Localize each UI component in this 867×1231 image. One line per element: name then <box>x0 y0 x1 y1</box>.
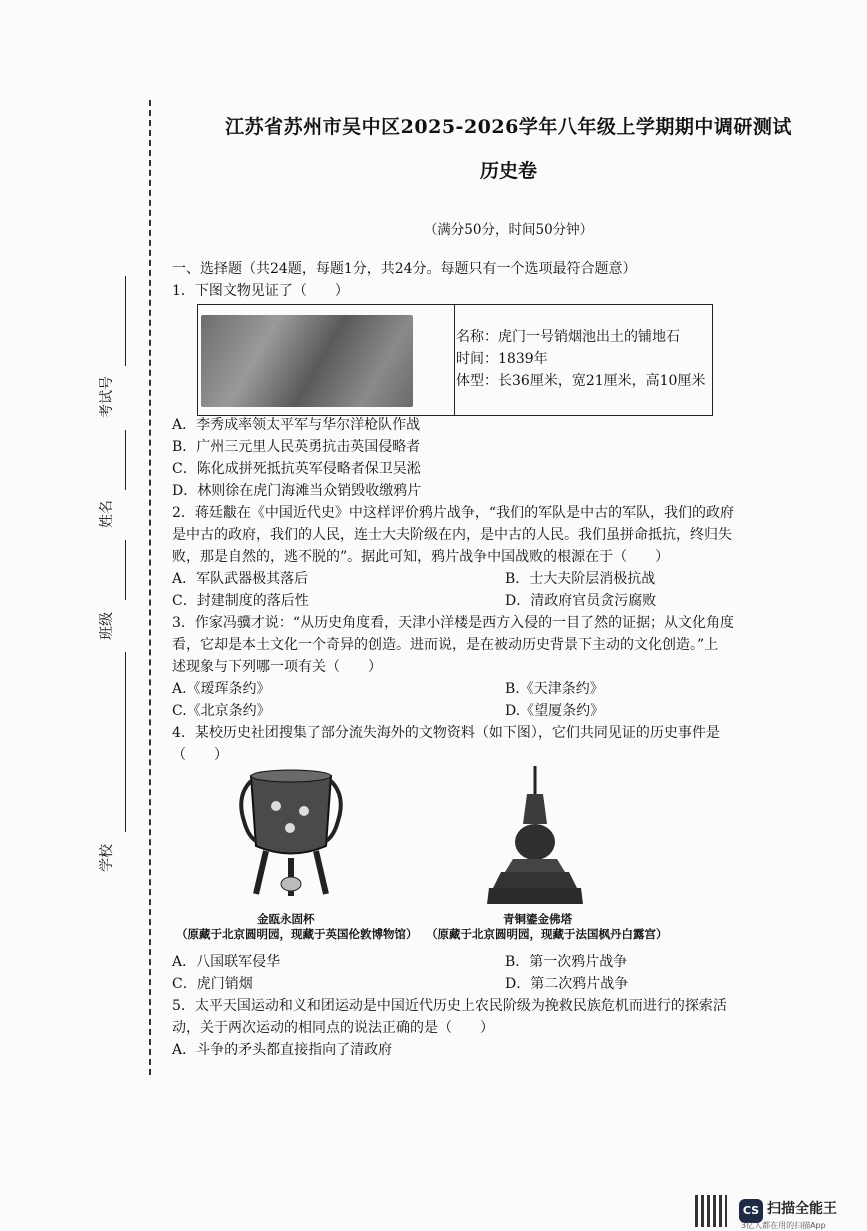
q1-option-a[interactable]: A．李秀成率领太平军与华尔洋枪队作战 <box>172 417 421 433</box>
artifact-size: 体型：长36厘米，宽21厘米，高10厘米 <box>456 373 706 389</box>
q1-stem: 1．下图文物见证了（ ） <box>172 283 349 299</box>
q2-option-a[interactable]: A．军队武器极其落后 <box>172 571 309 587</box>
q4-option-c[interactable]: C．虎门销烟 <box>172 976 253 992</box>
artifact-time: 时间：1839年 <box>456 351 548 367</box>
q1-option-b[interactable]: B．广州三元里人民英勇抗击英国侵略者 <box>172 439 421 455</box>
class-line <box>125 540 126 600</box>
q2-line-2: 是中古的政府，我们的人民，连士大夫阶级在内，是中古的人民。我们虽拼命抵抗，终归失 <box>172 527 732 543</box>
q4-line-2: （ ） <box>172 747 228 763</box>
name-line <box>125 430 126 490</box>
exam-subtitle: 历史卷 <box>479 160 537 182</box>
bronze-pagoda-image <box>485 764 585 910</box>
bronze-pagoda-caption: （原藏于北京圆明园，现藏于法国枫丹白露宫） <box>426 927 668 941</box>
q3-option-d[interactable]: D.《望厦条约》 <box>505 703 605 719</box>
q4-option-d[interactable]: D．第二次鸦片战争 <box>505 976 629 992</box>
paving-stone-image <box>201 315 413 407</box>
section-heading: 一、选择题（共24题，每题1分，共24分。每题只有一个选项最符合题意） <box>172 261 637 277</box>
exam-note: （满分50分，时间50分钟） <box>423 222 594 238</box>
q1-option-d[interactable]: D．林则徐在虎门海滩当众销毁收缴鸦片 <box>172 483 422 499</box>
q5-line-2: 动，关于两次运动的相同点的说法正确的是（ ） <box>172 1020 494 1036</box>
q1-artifact-table <box>197 304 713 416</box>
name-label: 姓名 <box>99 500 115 528</box>
camscanner-logo-icon: CS <box>739 1199 763 1223</box>
q3-option-a[interactable]: A.《瑷珲条约》 <box>172 681 271 697</box>
q5-option-a[interactable]: A．斗争的矛头都直接指向了清政府 <box>172 1042 393 1058</box>
binding-dashed-line <box>149 100 151 1075</box>
q1-option-c[interactable]: C．陈化成拼死抵抗英军侵略者保卫吴淞 <box>172 461 421 477</box>
gold-cup-caption: （原藏于北京圆明园，现藏于英国伦敦博物馆） <box>176 927 418 941</box>
scanner-watermark <box>695 1195 867 1228</box>
q2-option-c[interactable]: C．封建制度的落后性 <box>172 593 309 609</box>
exam-title: 江苏省苏州市吴中区2025-2026学年八年级上学期期中调研测试 <box>225 116 792 138</box>
q3-line-2: 看，它却是本土文化一个奇异的创造。进而说，是在被动历史背景下主动的文化创造。”上 <box>172 637 719 653</box>
q3-line-1: 3．作家冯骥才说：“从历史角度看，天津小洋楼是西方入侵的一目了然的证据；从文化角度 <box>172 615 735 631</box>
q4-line-1: 4．某校历史社团搜集了部分流失海外的文物资料（如下图），它们共同见证的历史事件是 <box>172 725 720 741</box>
q5-line-1: 5．太平天国运动和义和团运动是中国近代历史上农民阶级为挽救民族危机而进行的探索活 <box>172 998 727 1014</box>
q2-line-1: 2．蒋廷黻在《中国近代史》中这样评价鸦片战争，“我们的军队是中古的军队，我们的政府 <box>172 505 735 521</box>
class-label: 班级 <box>99 612 115 640</box>
exam-number-label: 考试号 <box>99 376 115 418</box>
school-label: 学校 <box>99 844 115 872</box>
gold-cup-name: 金瓯永固杯 <box>257 912 315 926</box>
table-divider <box>454 305 455 415</box>
q2-line-3: 败，那是自然的，逃不脱的”。据此可知，鸦片战争中国战败的根源在于（ ） <box>172 549 670 565</box>
artifact-name: 名称：虎门一号销烟池出土的铺地石 <box>456 329 680 345</box>
q2-option-d[interactable]: D．清政府官员贪污腐败 <box>505 593 657 609</box>
bronze-pagoda-name: 青铜鎏金佛塔 <box>503 912 572 926</box>
class-line-2 <box>125 652 126 832</box>
q2-option-b[interactable]: B．士大夫阶层消极抗战 <box>505 571 656 587</box>
q3-line-3: 述现象与下列哪一项有关（ ） <box>172 659 382 675</box>
gold-cup-image <box>226 766 356 906</box>
q3-option-c[interactable]: C.《北京条约》 <box>172 703 271 719</box>
exam-number-line <box>125 276 126 366</box>
q4-option-b[interactable]: B．第一次鸦片战争 <box>505 954 628 970</box>
q3-option-b[interactable]: B.《天津条约》 <box>505 681 604 697</box>
q4-option-a[interactable]: A．八国联军侵华 <box>172 954 281 970</box>
qr-code-icon <box>695 1195 727 1227</box>
app-subtitle: 3亿人都在用的扫描App <box>741 1221 826 1230</box>
app-name: 扫描全能王 <box>767 1201 837 1217</box>
